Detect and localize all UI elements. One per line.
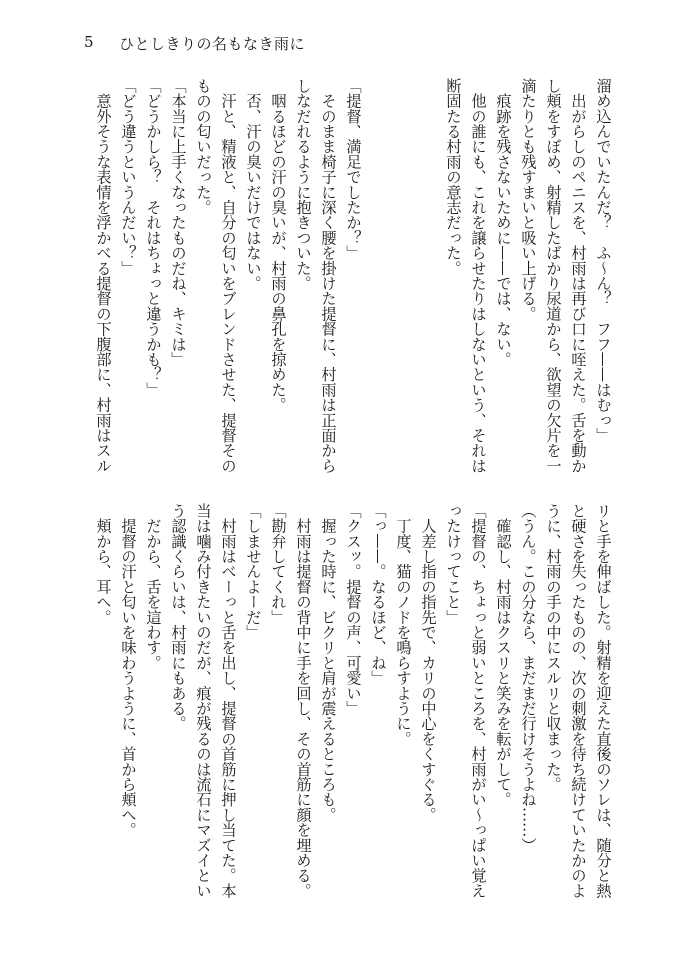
text-line: 頬から、耳へ。 [94, 503, 113, 625]
text-line: しなだれるように抱きついた。 [294, 78, 313, 291]
text-line: 握った時に、ビクリと肩が震えるところも。 [319, 503, 338, 823]
text-line: 出がらしのペニスを、村雨は再び口に咥えた。舌を動か [569, 78, 588, 474]
text-line: うに、村雨の手の中にスルリと収まった。 [544, 503, 563, 792]
text-line: 「提督、満足でしたか？」 [344, 78, 363, 261]
text-line: 「しませんよーだ」 [244, 503, 263, 640]
text-line: 村雨はべーっと舌を出し、提督の首筋に押し当てた。本 [219, 503, 238, 899]
text-line: 汗と、精液と、自分の匂いをブレンドさせた、提督その [219, 78, 238, 474]
text-line: （うん。この分なら、まだまだ行けそうよね……） [519, 503, 538, 853]
text-line: 咽るほどの汗の臭いが、村雨の鼻孔を掠めた。 [269, 78, 288, 413]
text-line [416, 78, 441, 478]
text-line: と硬さを失ったものの、次の刺激を待ち続けていたかのよ [569, 503, 588, 899]
text-line: 他の誰にも、これを譲らせたりはしないという、それは [469, 78, 488, 474]
text-line: 提督の汗と匂いを味わうように、首から頬へ。 [119, 503, 138, 838]
text-line: し頬をすぼめ、射精したばかり尿道から、欲望の欠片を一 [544, 78, 563, 474]
text-line: そのまま椅子に深く腰を掛けた提督に、村雨は正面から [319, 78, 338, 474]
text-line: だから、舌を這わす。 [144, 503, 163, 671]
text-line [391, 78, 416, 478]
text-line: ものの匂いだった。 [194, 78, 213, 215]
text-line: 「勘弁してくれ」 [269, 503, 288, 625]
running-title: ひとしきりの名もなき雨に [119, 35, 306, 53]
text-line: 否、汗の臭いだけではない。 [244, 78, 263, 291]
text-line: 「っ——。なるほど、ね」 [369, 503, 388, 686]
text-line: 「どう違うというんだい？」 [119, 78, 138, 276]
text-line: 「提督の、ちょっと弱いところを、村雨がい〜っぱい覚え [469, 503, 488, 899]
text-line: 溜め込んでいたんだ？ ふ〜ん？ フフ——はむっ」 [594, 78, 613, 443]
text-line: 意外そうな表情を浮かべる提督の下腹部に、村雨はスル [94, 78, 113, 474]
text-line: 「クスッ。提督の声、可愛い」 [344, 503, 363, 716]
text-line: 人差し指の指先で、カリの中心をくすぐる。 [419, 503, 438, 823]
text-line: 痕跡を残さないために——では、ない。 [494, 78, 513, 367]
page-number: 5 [84, 33, 94, 51]
text-line: 当は噛み付きたいのだが、痕が残るのは流石にマズイとい [194, 503, 213, 899]
text-line: 断固たる村雨の意志だった。 [444, 78, 463, 276]
text-line: 丁度、猫のノドを鳴らすように。 [394, 503, 413, 747]
text-line: 確認し、村雨はクスリと笑みを転がして。 [494, 503, 513, 807]
text-line: う認識くらいは、村雨にもある。 [169, 503, 188, 731]
text-line: 滴たりとも残すまいと吸い上げる。 [519, 78, 538, 322]
text-line [366, 78, 391, 478]
text-line: 「本当に上手くなったものだね、キミは」 [169, 78, 188, 367]
text-line: 村雨は提督の背中に手を回し、その首筋に顔を埋める。 [294, 503, 313, 899]
text-line: ったけってこと」 [444, 503, 463, 625]
text-line: リと手を伸ばした。射精を迎えた直後のソレは、随分と熱 [594, 503, 613, 899]
text-line: 「どうかしら？ それはちょっと違うかも？」 [144, 78, 163, 398]
